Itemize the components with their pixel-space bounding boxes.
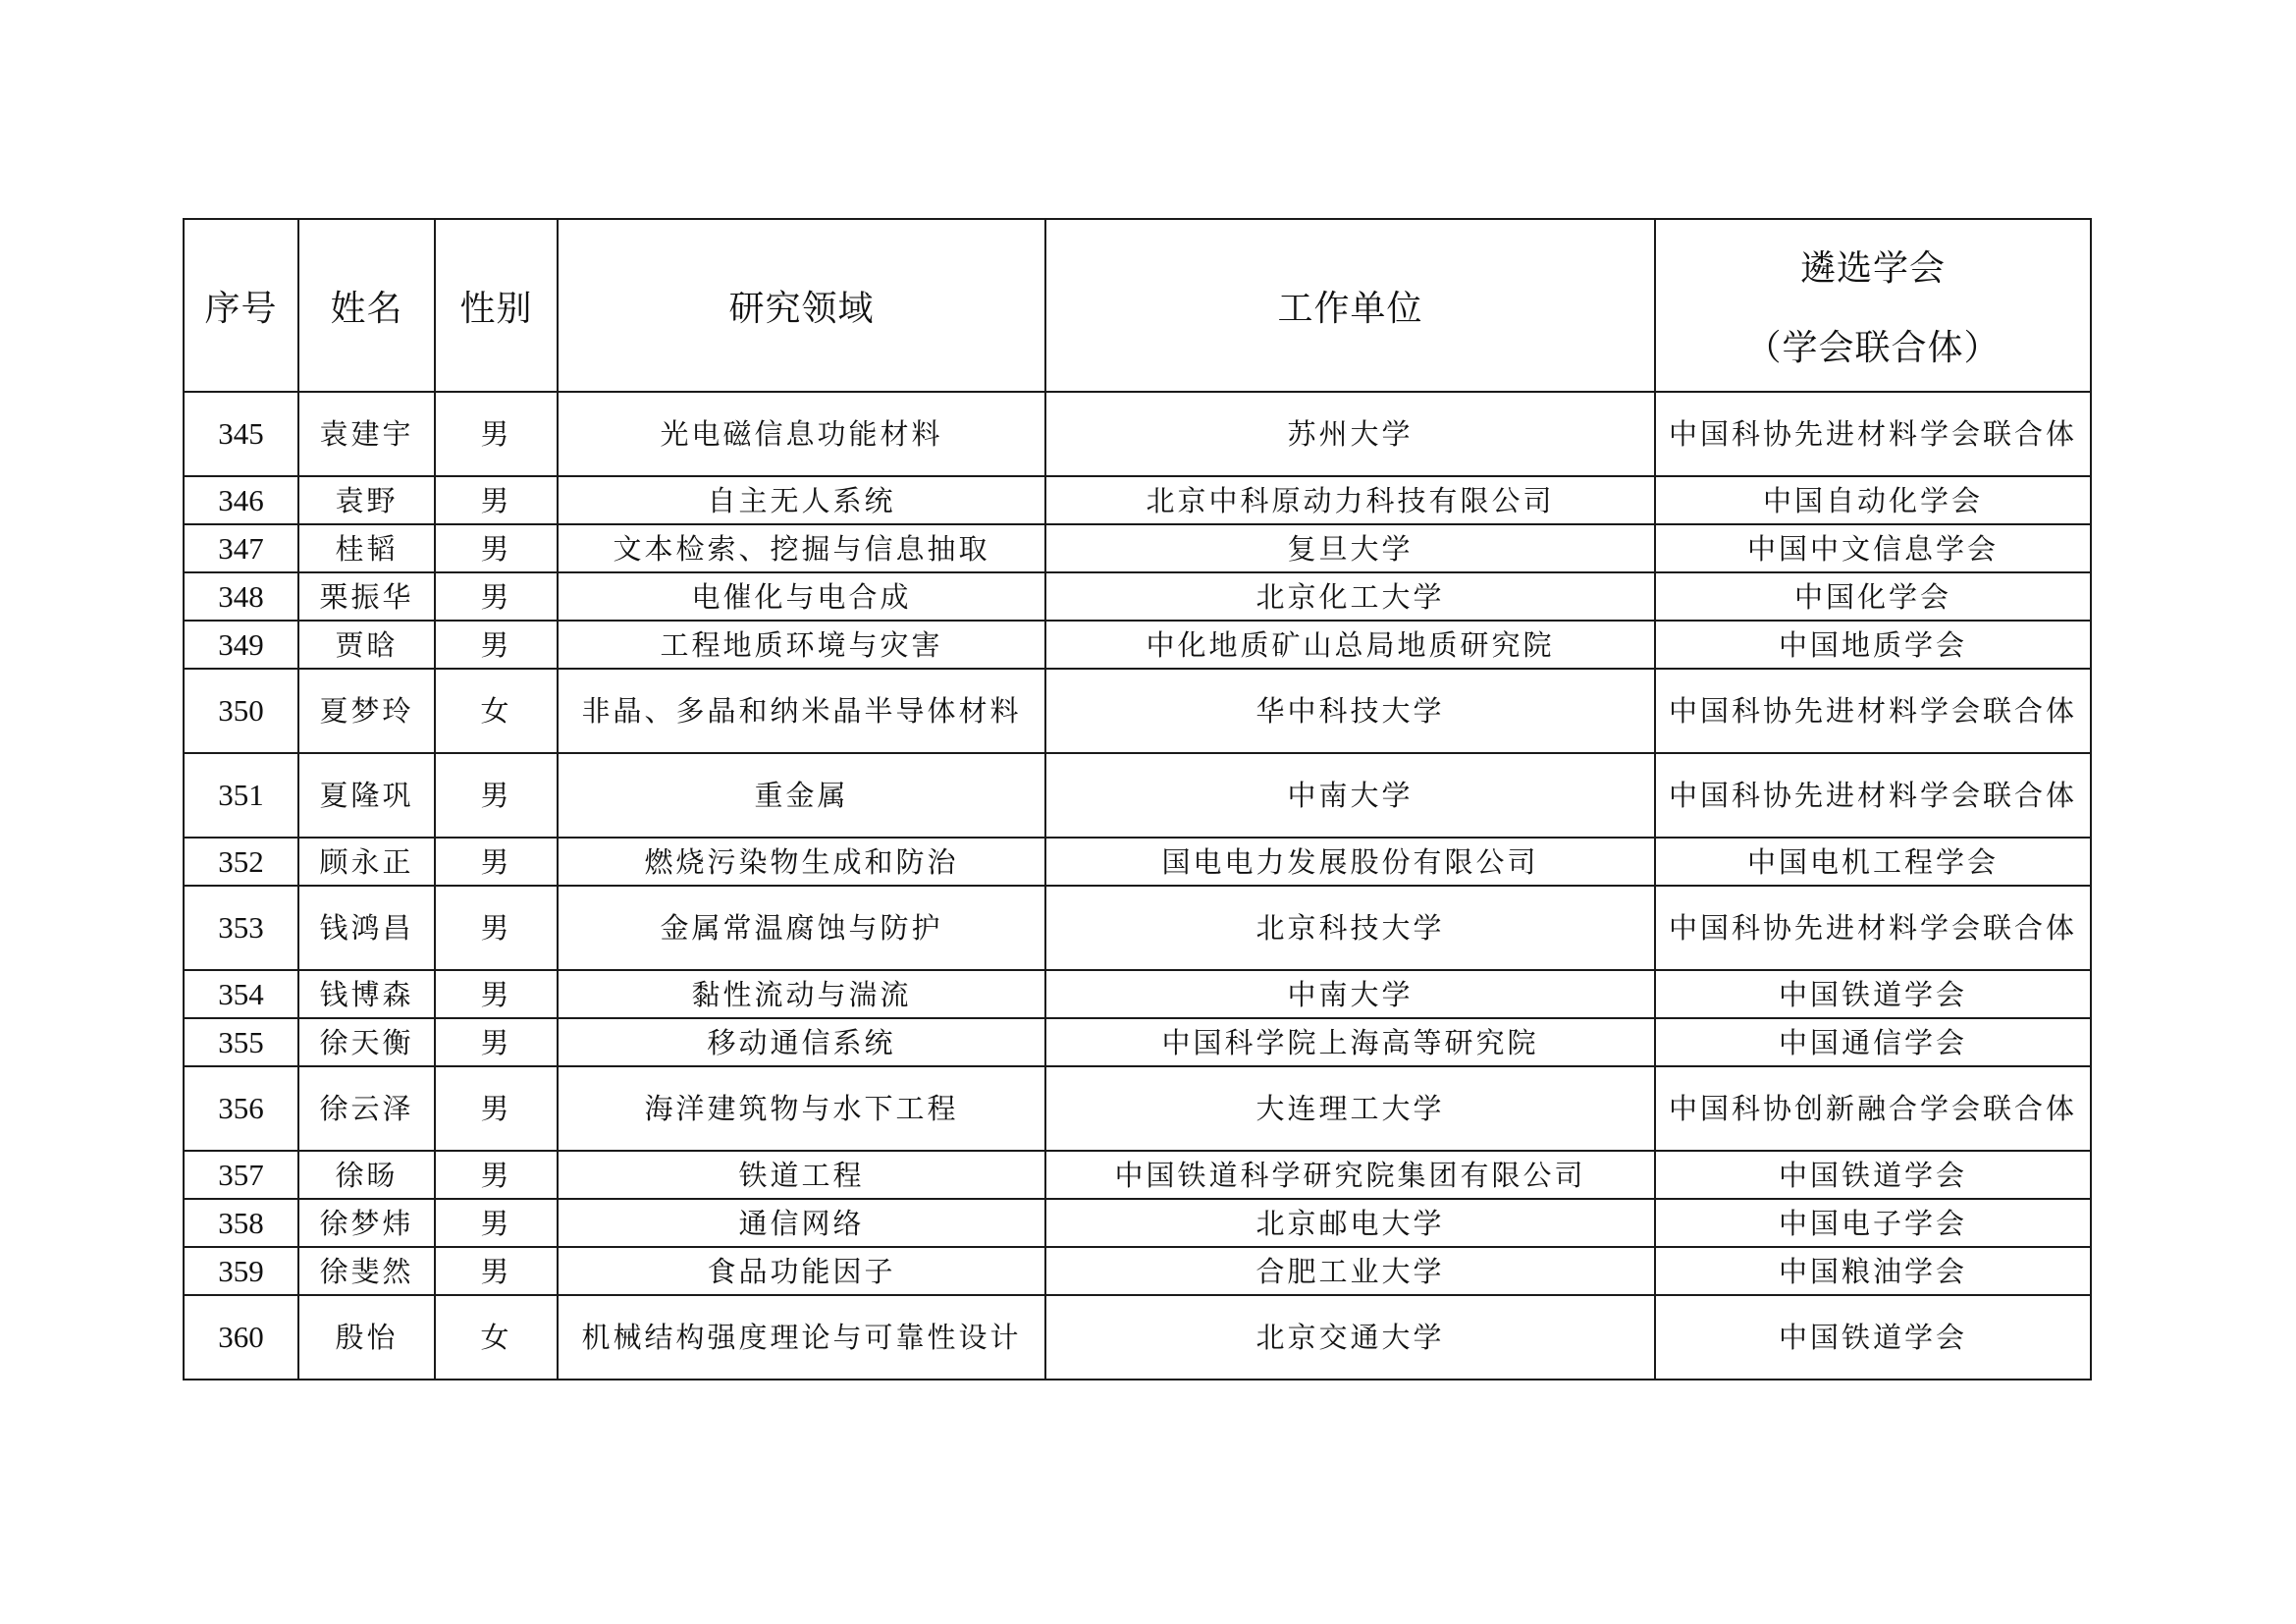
cell-field: 工程地质环境与灾害	[558, 621, 1045, 669]
cell-society: 中国科协先进材料学会联合体	[1655, 392, 2091, 476]
cell-field: 移动通信系统	[558, 1018, 1045, 1066]
cell-seq: 351	[184, 753, 298, 838]
cell-gender: 男	[435, 1151, 558, 1199]
table-row	[184, 970, 2091, 1018]
cell-unit: 北京中科原动力科技有限公司	[1045, 476, 1655, 524]
cell-name: 顾永正	[298, 838, 435, 886]
cell-seq: 357	[184, 1151, 298, 1199]
cell-society: 中国通信学会	[1655, 1018, 2091, 1066]
cell-name: 殷怡	[298, 1295, 435, 1380]
cell-seq: 350	[184, 669, 298, 753]
cell-gender: 男	[435, 838, 558, 886]
candidate-table	[183, 218, 2092, 1380]
cell-society: 中国中文信息学会	[1655, 524, 2091, 572]
table-row	[184, 1151, 2091, 1199]
table-row	[184, 524, 2091, 572]
cell-unit: 复旦大学	[1045, 524, 1655, 572]
cell-gender: 男	[435, 524, 558, 572]
cell-field: 自主无人系统	[558, 476, 1045, 524]
table-row	[184, 753, 2091, 838]
cell-society: 中国铁道学会	[1655, 1295, 2091, 1380]
cell-field: 电催化与电合成	[558, 572, 1045, 621]
cell-seq: 356	[184, 1066, 298, 1151]
cell-seq: 346	[184, 476, 298, 524]
cell-unit: 北京交通大学	[1045, 1295, 1655, 1380]
cell-unit: 中化地质矿山总局地质研究院	[1045, 621, 1655, 669]
table-row	[184, 1247, 2091, 1295]
cell-field: 燃烧污染物生成和防治	[558, 838, 1045, 886]
table-body	[184, 392, 2091, 1380]
cell-name: 桂韬	[298, 524, 435, 572]
table-row	[184, 572, 2091, 621]
cell-unit: 中国科学院上海高等研究院	[1045, 1018, 1655, 1066]
cell-name: 徐天衡	[298, 1018, 435, 1066]
cell-seq: 347	[184, 524, 298, 572]
table-row	[184, 1199, 2091, 1247]
cell-gender: 女	[435, 669, 558, 753]
cell-gender: 男	[435, 970, 558, 1018]
cell-field: 金属常温腐蚀与防护	[558, 886, 1045, 970]
cell-gender: 男	[435, 1199, 558, 1247]
cell-society: 中国粮油学会	[1655, 1247, 2091, 1295]
table-row	[184, 1066, 2091, 1151]
header-society-line1: 遴选学会	[1799, 248, 1946, 289]
cell-field: 食品功能因子	[558, 1247, 1045, 1295]
cell-name: 栗振华	[298, 572, 435, 621]
cell-field: 重金属	[558, 753, 1045, 838]
table-row	[184, 886, 2091, 970]
table-row	[184, 838, 2091, 886]
cell-seq: 354	[184, 970, 298, 1018]
cell-name: 钱鸿昌	[298, 886, 435, 970]
cell-gender: 男	[435, 753, 558, 838]
cell-society: 中国电子学会	[1655, 1199, 2091, 1247]
table-header	[184, 219, 2091, 392]
cell-gender: 女	[435, 1295, 558, 1380]
cell-field: 铁道工程	[558, 1151, 1045, 1199]
cell-society: 中国科协先进材料学会联合体	[1655, 669, 2091, 753]
cell-name: 贾晗	[298, 621, 435, 669]
cell-unit: 华中科技大学	[1045, 669, 1655, 753]
header-unit: 工作单位	[1045, 219, 1655, 392]
cell-society: 中国地质学会	[1655, 621, 2091, 669]
table-row	[184, 392, 2091, 476]
cell-name: 钱博森	[298, 970, 435, 1018]
cell-name: 徐梦炜	[298, 1199, 435, 1247]
header-society	[1655, 219, 2091, 392]
cell-seq: 355	[184, 1018, 298, 1066]
header-gender: 性别	[435, 219, 558, 392]
cell-gender: 男	[435, 392, 558, 476]
cell-unit: 大连理工大学	[1045, 1066, 1655, 1151]
cell-gender: 男	[435, 476, 558, 524]
cell-gender: 男	[435, 1066, 558, 1151]
cell-name: 夏隆巩	[298, 753, 435, 838]
table-row	[184, 476, 2091, 524]
cell-field: 黏性流动与湍流	[558, 970, 1045, 1018]
cell-name: 袁建宇	[298, 392, 435, 476]
cell-name: 徐斐然	[298, 1247, 435, 1295]
cell-gender: 男	[435, 1247, 558, 1295]
header-society-line2: （学会联合体）	[1745, 328, 2001, 368]
cell-seq: 358	[184, 1199, 298, 1247]
cell-society: 中国自动化学会	[1655, 476, 2091, 524]
cell-unit: 苏州大学	[1045, 392, 1655, 476]
cell-society: 中国科协先进材料学会联合体	[1655, 753, 2091, 838]
cell-society: 中国电机工程学会	[1655, 838, 2091, 886]
cell-unit: 合肥工业大学	[1045, 1247, 1655, 1295]
cell-seq: 353	[184, 886, 298, 970]
header-field: 研究领域	[558, 219, 1045, 392]
cell-gender: 男	[435, 572, 558, 621]
cell-gender: 男	[435, 621, 558, 669]
cell-unit: 北京科技大学	[1045, 886, 1655, 970]
cell-society: 中国科协先进材料学会联合体	[1655, 886, 2091, 970]
cell-name: 夏梦玲	[298, 669, 435, 753]
cell-society: 中国化学会	[1655, 572, 2091, 621]
cell-field: 光电磁信息功能材料	[558, 392, 1045, 476]
cell-seq: 360	[184, 1295, 298, 1380]
cell-name: 袁野	[298, 476, 435, 524]
header-name: 姓名	[298, 219, 435, 392]
cell-unit: 国电电力发展股份有限公司	[1045, 838, 1655, 886]
cell-unit: 北京邮电大学	[1045, 1199, 1655, 1247]
cell-seq: 352	[184, 838, 298, 886]
cell-name: 徐旸	[298, 1151, 435, 1199]
cell-unit: 北京化工大学	[1045, 572, 1655, 621]
table-row	[184, 1295, 2091, 1380]
table-row	[184, 1018, 2091, 1066]
cell-seq: 359	[184, 1247, 298, 1295]
cell-gender: 男	[435, 886, 558, 970]
cell-field: 通信网络	[558, 1199, 1045, 1247]
cell-society: 中国科协创新融合学会联合体	[1655, 1066, 2091, 1151]
cell-field: 文本检索、挖掘与信息抽取	[558, 524, 1045, 572]
cell-seq: 345	[184, 392, 298, 476]
table-row	[184, 621, 2091, 669]
cell-field: 非晶、多晶和纳米晶半导体材料	[558, 669, 1045, 753]
cell-unit: 中南大学	[1045, 753, 1655, 838]
table-row	[184, 669, 2091, 753]
cell-society: 中国铁道学会	[1655, 1151, 2091, 1199]
header-seq: 序号	[184, 219, 298, 392]
cell-field: 机械结构强度理论与可靠性设计	[558, 1295, 1045, 1380]
cell-field: 海洋建筑物与水下工程	[558, 1066, 1045, 1151]
cell-seq: 348	[184, 572, 298, 621]
cell-seq: 349	[184, 621, 298, 669]
cell-unit: 中南大学	[1045, 970, 1655, 1018]
cell-society: 中国铁道学会	[1655, 970, 2091, 1018]
cell-name: 徐云泽	[298, 1066, 435, 1151]
cell-gender: 男	[435, 1018, 558, 1066]
cell-unit: 中国铁道科学研究院集团有限公司	[1045, 1151, 1655, 1199]
